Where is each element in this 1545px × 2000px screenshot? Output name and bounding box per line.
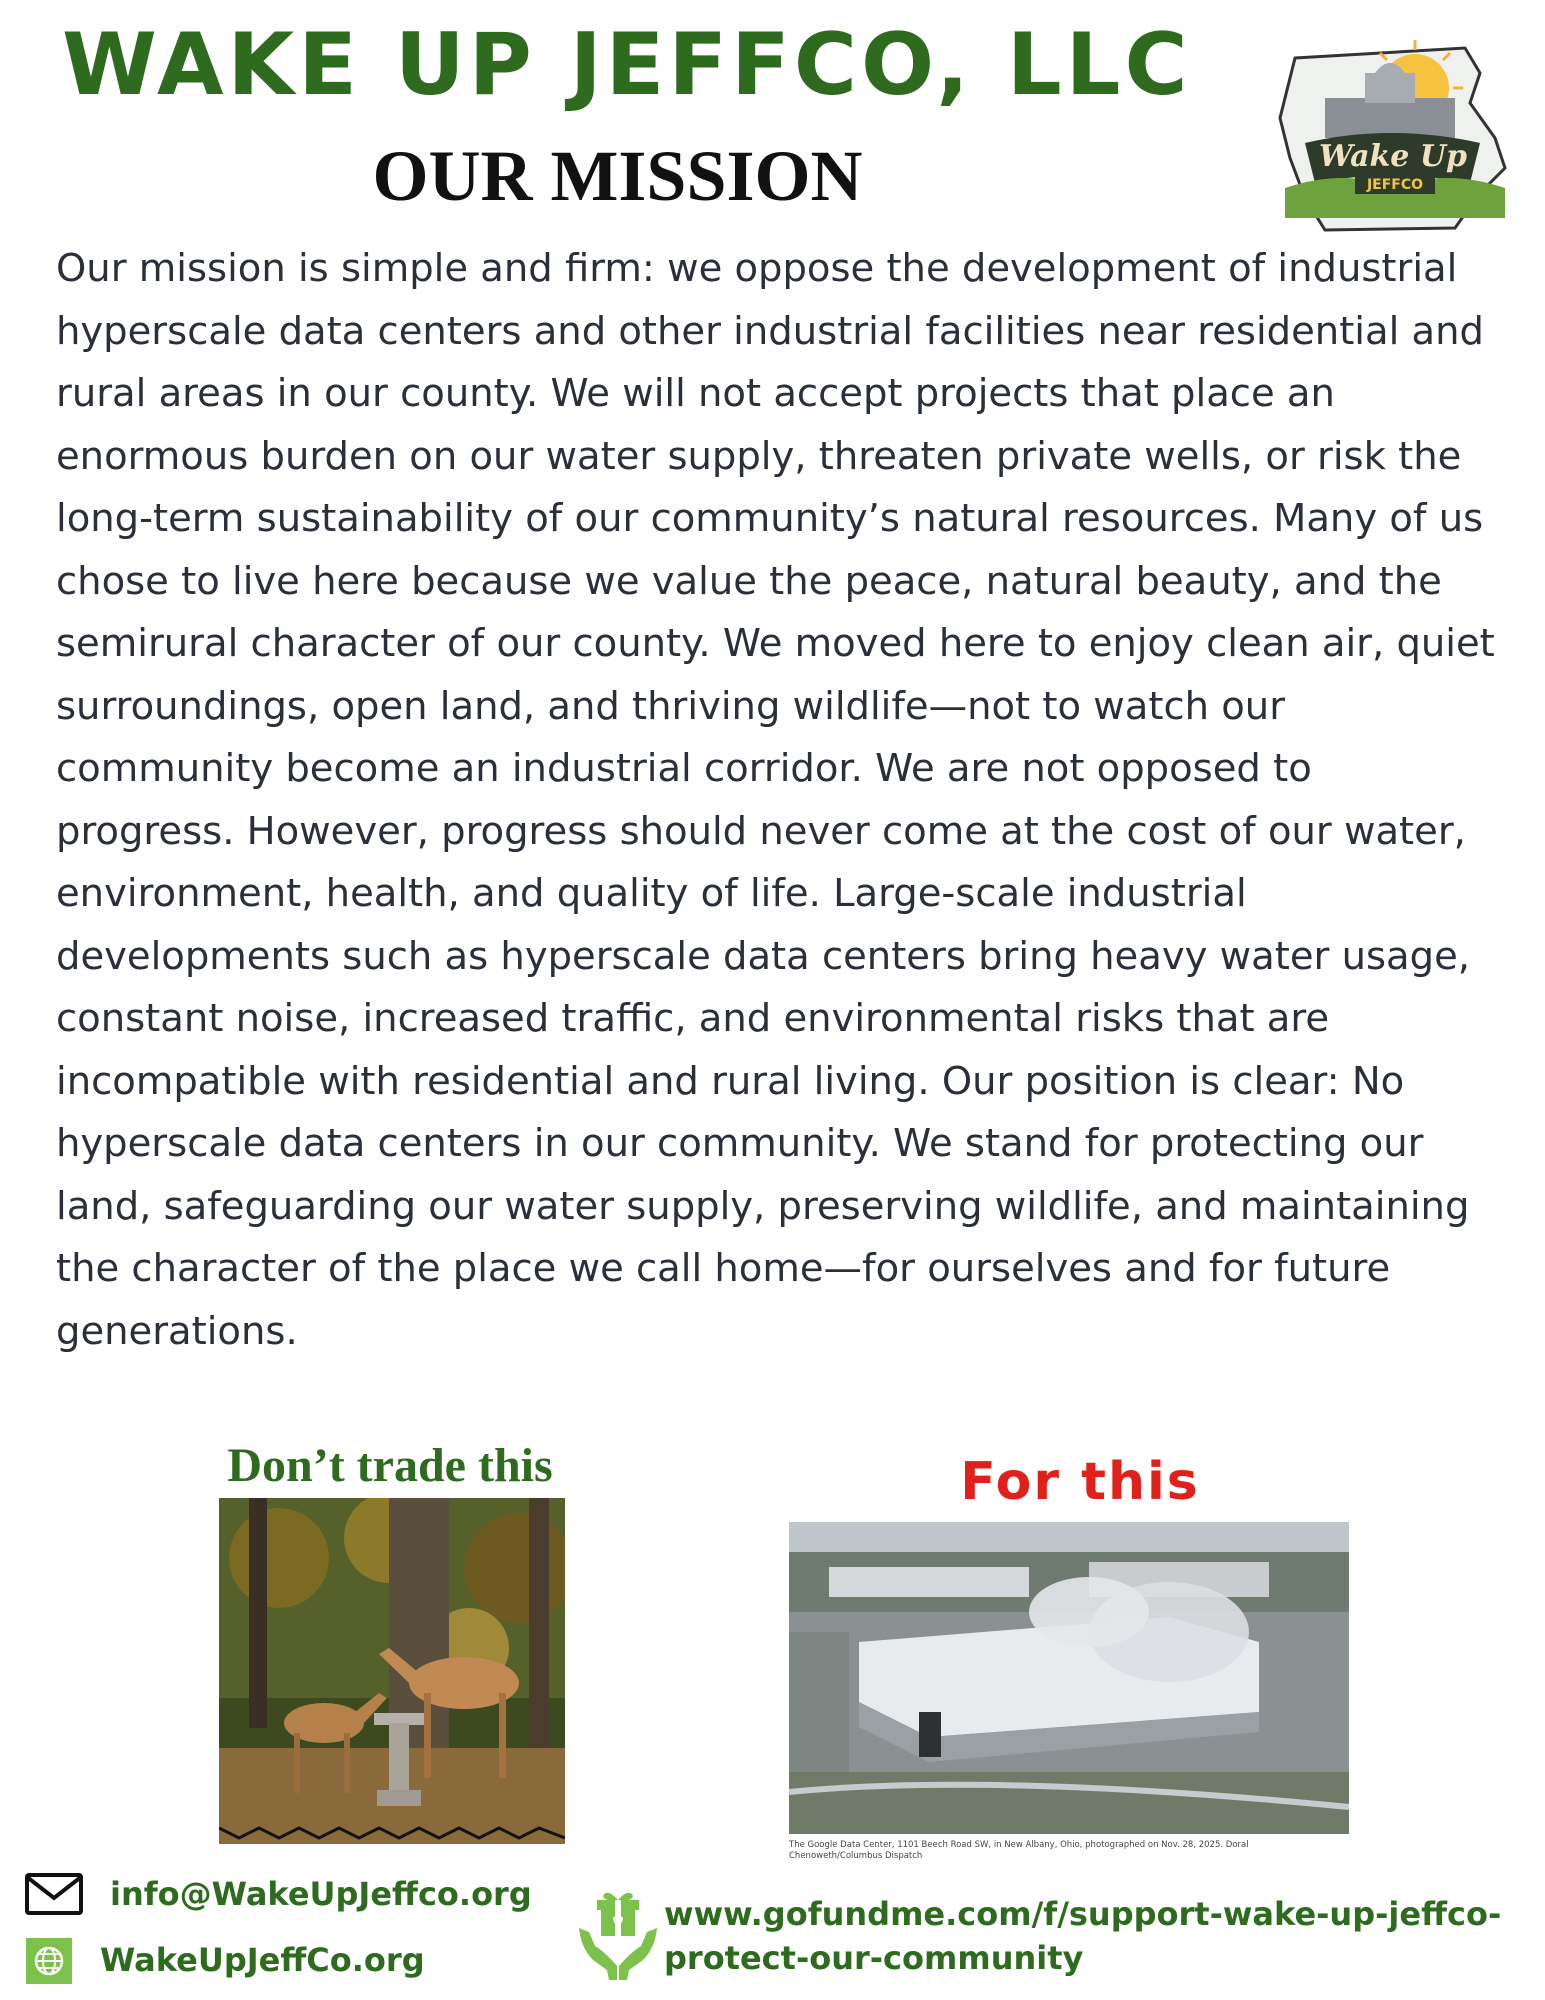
deer-photo — [219, 1498, 565, 1844]
org-title: WAKE UP JEFFCO, LLC — [62, 15, 1192, 115]
wake-up-jeffco-logo — [1265, 18, 1515, 248]
website-link[interactable]: WakeUpJeffCo.org — [100, 1941, 425, 1979]
dont-trade-caption: Don’t trade this — [227, 1439, 553, 1492]
gift-hands-icon — [577, 1888, 659, 1982]
logo-text-main: Wake Up — [1319, 139, 1467, 174]
globe-icon — [26, 1938, 72, 1984]
mission-statement: Our mission is simple and firm: we oppose the development of industrial hyperscale data centers and other industrial facilities near residential and rural areas in our county. We will not accept projects that place an enormous burden on our water supply, threaten private wells, or risk the long-term sustainability of our community’s natural resources. Many of us chose to live here because we value the peace, natural beauty, and the semirural character of our county. We moved here to enjoy clean air, quiet surroundings, open land, and thriving wildlife—not to watch our community become an industrial corridor. We are not opposed to progress. However, progress should never come at the cost of our water, environment, health, and quality of life. Large-scale industrial developments such as hyperscale data centers bring heavy water usage, constant noise, increased traffic, and environmental risks that are incompatible with residential and rural living. Our position is clear: No hyperscale data centers in our community. We stand for protecting our land, safeguarding our water supply, preserving wildlife, and maintaining the character of the place we call home—for ourselves and for future generations. — [56, 246, 1495, 1354]
email-link[interactable]: info@WakeUpJeffco.org — [110, 1875, 532, 1913]
data-center-photo — [789, 1522, 1349, 1834]
gofundme-link-line2[interactable]: protect-our-community — [664, 1939, 1084, 1977]
photo-credit: The Google Data Center, 1101 Beech Road SW, in New Albany, Ohio, photographed on Nov. 28, 2025. Doral Chenoweth/Columbus Dispatch — [789, 1840, 1249, 1861]
gofundme-link-line1[interactable]: www.gofundme.com/f/support-wake-up-jeffco- — [664, 1895, 1502, 1933]
logo-text-sub: JEFFCO — [1366, 177, 1424, 193]
envelope-icon — [24, 1872, 84, 1916]
page-subtitle: OUR MISSION — [372, 136, 863, 216]
for-this-caption: For this — [960, 1452, 1200, 1512]
